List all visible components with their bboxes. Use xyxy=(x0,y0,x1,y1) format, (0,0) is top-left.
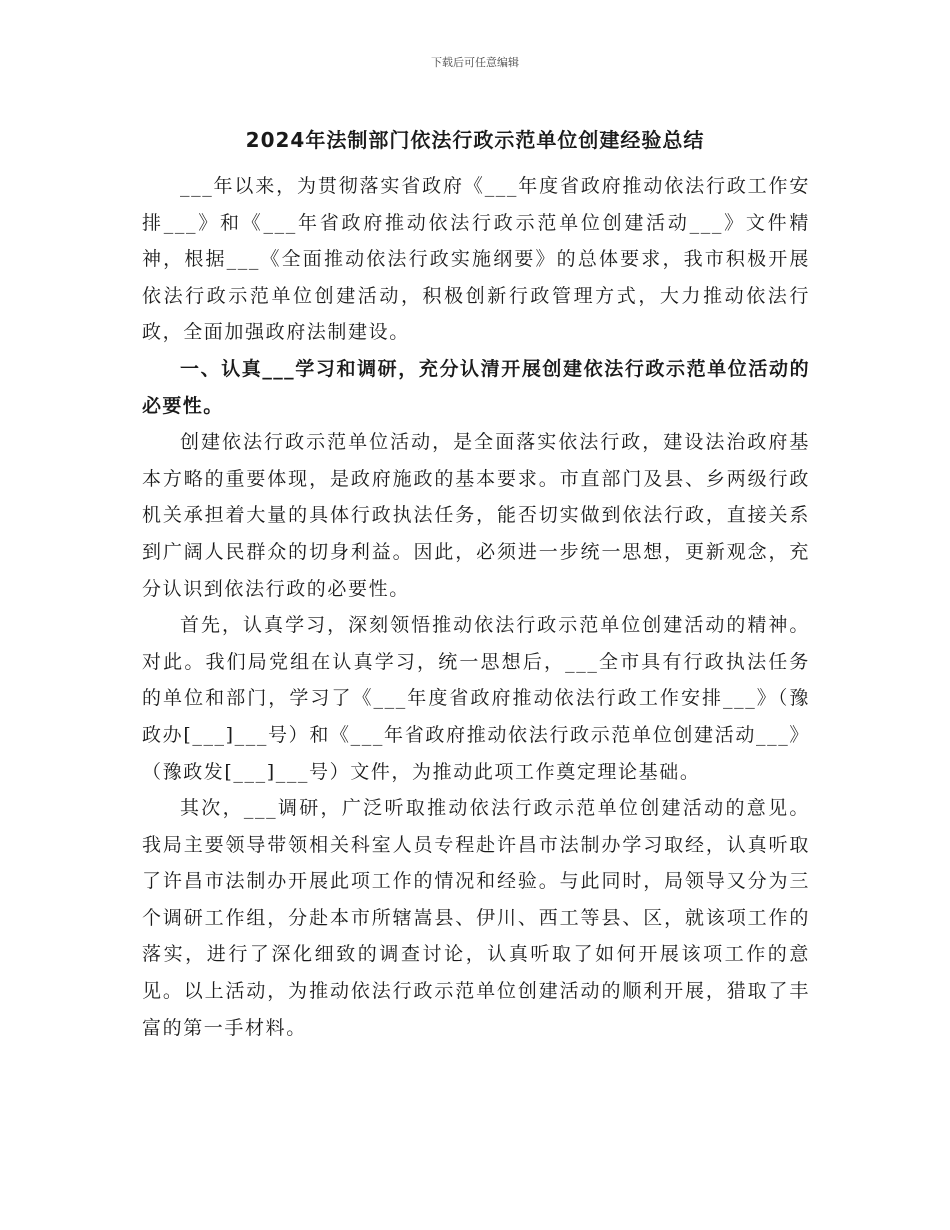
body-paragraph: 其次，___调研，广泛听取推动依法行政示范单位创建活动的意见。我局主要领导带领相关科室人员专程赴许昌市法制办学习取经，认真听取了许昌市法制办开展此项工作的情况和经验。与此同时，局领导又分为三个调研工作组，分赴本市所辖嵩县、伊川、西工等县、区，就该项工作的落实，进行了深化细致的调查讨论，认真听取了如何开展该项工作的意见。以上活动，为推动依法行政示范单位创建活动的顺利开展，猎取了丰富的第一手材料。 xyxy=(142,797,810,1039)
header-note: 下载后可任意编辑 xyxy=(431,56,519,69)
document-body xyxy=(142,168,810,1046)
document-title: 2024年法制部门依法行政示范单位创建经验总结 xyxy=(245,128,705,152)
body-paragraph: 首先，认真学习，深刻领悟推动依法行政示范单位创建活动的精神。对此。我们局党组在认真学习，统一思想后，___全市具有行政执法任务的单位和部门，学习了《___年度省政府推动依法行政工作安排___》（豫政办[___]___号）和《___年省政府推动依法行政示范单位创建活动___》（豫政发[___]___号）文件，为推动此项工作奠定理论基础。 xyxy=(142,614,810,783)
intro-paragraph: ___年以来，为贯彻落实省政府《___年度省政府推动依法行政工作安排___》和《___年省政府推动依法行政示范单位创建活动___》文件精神，根据___《全面推动依法行政实施纲要》的总体要求，我市积极开展依法行政示范单位创建活动，积极创新行政管理方式，大力推动依法行政，全面加强政府法制建设。 xyxy=(142,175,810,344)
section-heading: 一、认真___学习和调研，充分认清开展创建依法行政示范单位活动的必要性。 xyxy=(142,357,810,417)
body-paragraph: 创建依法行政示范单位活动，是全面落实依法行政，建设法治政府基本方略的重要体现，是政府施政的基本要求。市直部门及县、乡两级行政机关承担着大量的具体行政执法任务，能否切实做到依法行政，直接关系到广阔人民群众的切身利益。因此，必须进一步统一思想，更新观念，充分认识到依法行政的必要性。 xyxy=(142,431,810,600)
